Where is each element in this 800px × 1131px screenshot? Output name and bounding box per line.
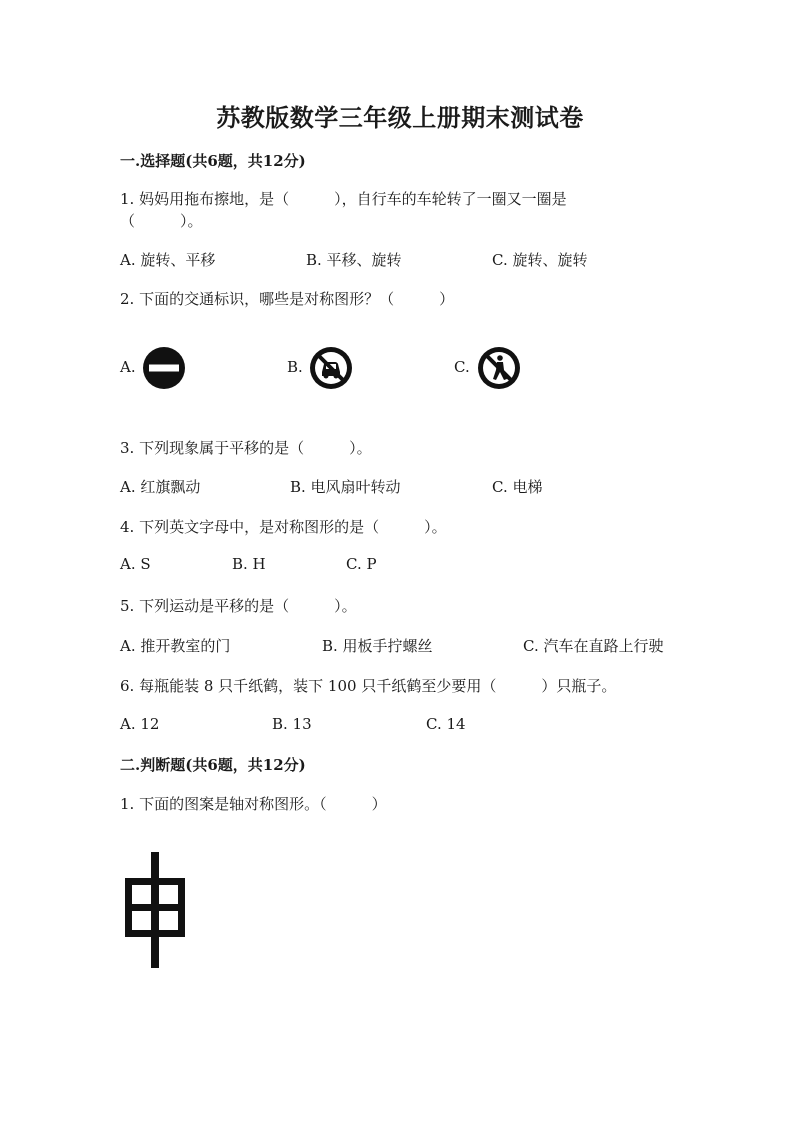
question-4-option-a: A. S [120, 555, 151, 573]
question-3-line1: 3. 下列现象属于平移的是（ ）。 [120, 439, 372, 457]
section-heading-choice: 一.选择题(共6题，共12分) [120, 152, 306, 170]
question-1-line1: 1. 妈妈用拖布擦地，是（ ），自行车的车轮转了一圈又一圈是 [120, 190, 567, 208]
question-5-option-b: B. 用板手拧螺丝 [322, 637, 433, 655]
question-3-option-b: B. 电风扇叶转动 [290, 478, 401, 496]
no-entry-sign-icon [142, 346, 186, 390]
question-4-line1: 4. 下列英文字母中，是对称图形的是（ ）。 [120, 518, 447, 536]
question-6-option-c: C. 14 [426, 715, 466, 733]
question-1-option-b: B. 平移、旋转 [306, 251, 402, 269]
question-6-line1: 6. 每瓶能装 8 只千纸鹤，装下 100 只千纸鹤至少要用（ ）只瓶子。 [120, 677, 617, 695]
judgement-question-1-line1: 1. 下面的图案是轴对称图形。（ ） [120, 795, 387, 813]
question-5-option-c: C. 汽车在直路上行驶 [523, 637, 664, 655]
question-1-option-c: C. 旋转、旋转 [492, 251, 588, 269]
question-5-line1: 5. 下列运动是平移的是（ ）。 [120, 597, 357, 615]
question-2-option-a: A. [120, 358, 136, 376]
no-car-sign-icon [309, 346, 353, 390]
question-2-option-b: B. [287, 358, 303, 376]
question-5-option-a: A. 推开教室的门 [120, 637, 231, 655]
question-3-option-a: A. 红旗飘动 [120, 478, 201, 496]
question-1-line2: （ ）。 [120, 212, 203, 230]
question-4-option-b: B. H [232, 555, 266, 573]
shen-character-figure-icon [122, 852, 188, 968]
question-4-option-c: C. P [346, 555, 377, 573]
question-1-option-a: A. 旋转、平移 [120, 251, 216, 269]
page-title: 苏教版数学三年级上册期末测试卷 [216, 103, 584, 132]
no-pedestrian-sign-icon [477, 346, 521, 390]
question-6-option-a: A. 12 [120, 715, 160, 733]
question-2-option-c: C. [454, 358, 470, 376]
question-3-option-c: C. 电梯 [492, 478, 543, 496]
section-heading-judgement: 二.判断题(共6题，共12分) [120, 756, 306, 774]
question-6-option-b: B. 13 [272, 715, 312, 733]
question-2-line1: 2. 下面的交通标识，哪些是对称图形？（ ） [120, 290, 455, 308]
